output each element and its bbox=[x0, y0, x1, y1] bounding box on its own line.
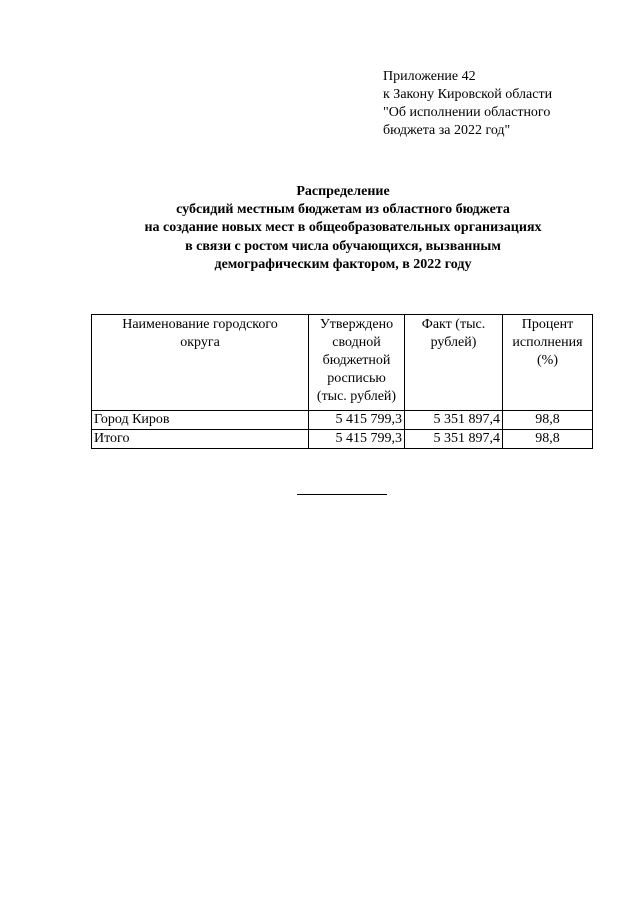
column-header-fact: Факт (тыс. рублей) bbox=[405, 315, 503, 411]
title-line: Распределение bbox=[296, 184, 390, 199]
column-header-approved: Утверждено сводной бюджетной росписью (тыс. рублей) bbox=[309, 315, 405, 411]
appendix-line: "Об исполнении областного bbox=[383, 105, 551, 120]
cell-percent: 98,8 bbox=[503, 430, 593, 449]
appendix-line: Приложение 42 bbox=[383, 69, 476, 84]
cell-percent: 98,8 bbox=[503, 411, 593, 430]
appendix-line: к Закону Кировской области bbox=[383, 87, 553, 102]
cell-approved: 5 415 799,3 bbox=[309, 430, 405, 449]
document-title bbox=[0, 183, 640, 274]
appendix-line: бюджета за 2022 год" bbox=[383, 123, 511, 138]
column-header-percent: Процент исполнения (%) bbox=[503, 315, 593, 411]
title-line: субсидий местным бюджетам из областного бюджета bbox=[176, 202, 510, 218]
table-row bbox=[92, 411, 593, 430]
subsidy-table bbox=[91, 314, 593, 449]
title-line: на создание новых мест в общеобразовательных организациях bbox=[144, 220, 542, 236]
table-row-total bbox=[92, 430, 593, 449]
title-line: демографическим фактором, в 2022 году bbox=[214, 256, 472, 272]
closing-rule bbox=[297, 494, 387, 495]
cell-fact: 5 351 897,4 bbox=[405, 411, 503, 430]
cell-approved: 5 415 799,3 bbox=[309, 411, 405, 430]
table-header-row bbox=[92, 315, 593, 411]
title-line: в связи с ростом числа обучающихся, вызванным bbox=[185, 238, 501, 254]
cell-name: Итого bbox=[92, 430, 309, 449]
cell-fact: 5 351 897,4 bbox=[405, 430, 503, 449]
appendix-note bbox=[383, 68, 552, 140]
column-header-name: Наименование городского округа bbox=[92, 315, 309, 411]
cell-name: Город Киров bbox=[92, 411, 309, 430]
